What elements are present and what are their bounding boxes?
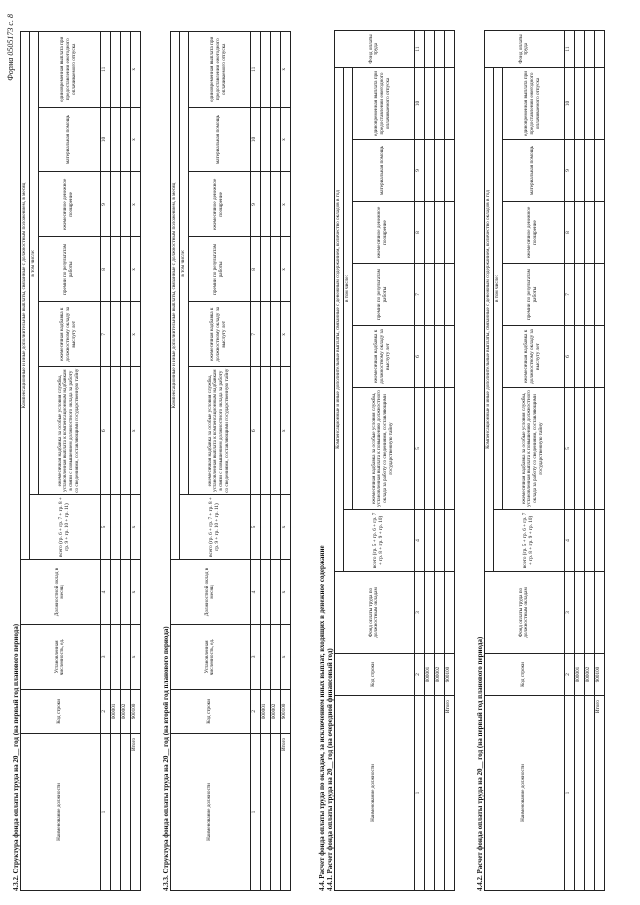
cell[interactable]	[434, 30, 444, 67]
cell[interactable]	[594, 326, 604, 388]
col-num: 6	[250, 367, 260, 495]
header-c6: ежемесячная надбавка за особые условия службы, установленная выплата к компенсационным надбавкам в связи с повышением должностного оклада за работу со сведениями, составляющими государственную тайну	[188, 367, 250, 495]
col-num: 9	[100, 172, 110, 237]
cell[interactable]	[120, 302, 130, 367]
col-num: 2	[414, 654, 424, 696]
header-incl: в том числе:	[343, 67, 352, 509]
cell[interactable]	[574, 30, 584, 67]
header-c10: единовременная выплата при предоставлении ежегодного оплачиваемого отпуска	[502, 67, 564, 139]
cell[interactable]	[424, 264, 434, 326]
x-cell: x	[130, 560, 140, 625]
name-cell[interactable]	[574, 696, 584, 891]
cell[interactable]	[584, 30, 594, 67]
header-c8: премии по результатам работы	[188, 237, 250, 302]
header-c8: ежемесячное денежное поощрение	[352, 202, 414, 264]
cell[interactable]	[434, 140, 444, 202]
cell[interactable]	[584, 326, 594, 388]
cell[interactable]	[120, 560, 130, 625]
header-total: всего (гр. 6 + гр. 7 + гр. 8 + гр. 9 + гр. 10 + гр. 11)	[29, 495, 100, 560]
col-num: 2	[564, 654, 574, 696]
x-cell: x	[280, 107, 290, 172]
cell[interactable]	[424, 510, 434, 572]
x-cell: x	[130, 107, 140, 172]
header-name: Наименование должности	[171, 733, 251, 890]
cell[interactable]	[270, 32, 280, 108]
header-fund: Фонд оплаты труда по должностным окладам	[335, 572, 415, 654]
table-row	[110, 32, 120, 891]
header-total: всего (гр. 5 + гр. 6 + гр. 7 + гр. 8 + гр. 9 + гр. 10)	[493, 510, 564, 572]
header-staff: Установленная численность, ед.	[171, 624, 251, 689]
table-row	[270, 32, 280, 891]
col-num: 5	[100, 495, 110, 560]
section-title: 4.3.2. Структура фонда оплаты труда на 20__ год (на первый год планового периода)	[12, 623, 20, 891]
cell[interactable]	[110, 367, 120, 495]
col-num: 7	[100, 302, 110, 367]
cell[interactable]	[434, 510, 444, 572]
col-num: 10	[414, 67, 424, 139]
code-cell: 000002	[120, 689, 130, 733]
header-c8: ежемесячное денежное поощрение	[502, 202, 564, 264]
x-cell: x	[280, 32, 290, 108]
cell[interactable]	[444, 264, 454, 326]
cell[interactable]	[444, 572, 454, 654]
total-label: Итого	[130, 733, 140, 890]
x-cell: x	[130, 32, 140, 108]
cell[interactable]	[260, 32, 270, 108]
name-cell[interactable]	[424, 696, 434, 891]
total-label: Итого	[280, 733, 290, 890]
section-title: 4.4.2. Расчет фонда оплаты труда на 20__ год (на первый год планового периода)	[476, 636, 484, 891]
structure-table-2	[170, 31, 291, 891]
x-cell: x	[280, 495, 290, 560]
header-incl: в том числе:	[29, 32, 38, 495]
cell[interactable]	[594, 140, 604, 202]
table-row	[120, 32, 130, 891]
header-c6: ежемесячная надбавка за особые условия службы, установленная выплата к компенсационным надбавкам в связи с повышением должностного оклада за работу со сведениями, составляющими государственную тайну	[38, 367, 100, 495]
cell[interactable]	[110, 107, 120, 172]
form-id: Форма 0505173 с. 8	[6, 14, 15, 81]
name-cell[interactable]	[584, 696, 594, 891]
header-code: Код строки	[485, 654, 565, 696]
cell[interactable]	[594, 264, 604, 326]
header-c5: ежемесячная надбавка за особые условия службы, установленная выплата к повышению должностного оклада за работу со сведениями, составляющими государственную тайну	[352, 388, 414, 510]
cell[interactable]	[120, 32, 130, 108]
cell[interactable]	[434, 67, 444, 139]
col-num: 9	[250, 172, 260, 237]
col-num: 3	[564, 572, 574, 654]
x-cell: x	[130, 367, 140, 495]
col-num: 11	[414, 30, 424, 67]
cell[interactable]	[584, 264, 594, 326]
cell[interactable]	[444, 388, 454, 510]
col-num: 1	[100, 733, 110, 890]
col-num: 11	[100, 32, 110, 108]
cell[interactable]	[444, 202, 454, 264]
cell[interactable]	[120, 367, 130, 495]
x-cell: x	[280, 302, 290, 367]
cell[interactable]	[110, 624, 120, 689]
col-num: 7	[414, 264, 424, 326]
header-total: всего (гр. 6 + гр. 7 + гр. 8 + гр. 9 + гр. 10 + гр. 11)	[179, 495, 250, 560]
col-num: 6	[100, 367, 110, 495]
cell[interactable]	[574, 388, 584, 510]
name-cell[interactable]	[120, 733, 130, 890]
cell[interactable]	[270, 367, 280, 495]
cell[interactable]	[594, 510, 604, 572]
cell[interactable]	[120, 237, 130, 302]
cell[interactable]	[574, 264, 584, 326]
x-cell: x	[280, 560, 290, 625]
cell[interactable]	[594, 30, 604, 67]
code-cell: 000001	[260, 689, 270, 733]
code-cell: 000002	[584, 654, 594, 696]
cell[interactable]	[584, 67, 594, 139]
col-num: 6	[414, 326, 424, 388]
cell[interactable]	[574, 140, 584, 202]
cell[interactable]	[424, 388, 434, 510]
header-group: Компенсационные и иные дополнительные выплаты, связанные с денежным содержанием, количество окладов в год	[485, 67, 494, 571]
x-cell: x	[280, 367, 290, 495]
cell[interactable]	[444, 140, 454, 202]
cell[interactable]	[424, 202, 434, 264]
header-fund: Фонд оплаты труда по должностным окладам	[485, 572, 565, 654]
section-title: 4.3.3. Структура фонда оплаты труда на 20__ год (на второй год планового периода)	[162, 626, 170, 891]
cell[interactable]	[584, 140, 594, 202]
header-c9: ежемесячное денежное поощрение	[38, 172, 100, 237]
cell[interactable]	[444, 326, 454, 388]
col-num: 5	[250, 495, 260, 560]
cell[interactable]	[434, 264, 444, 326]
total-row	[280, 32, 290, 891]
cell[interactable]	[270, 172, 280, 237]
header-c7: премии по результатам работы	[502, 264, 564, 326]
x-cell: x	[130, 172, 140, 237]
header-salary: Должностной оклад в месяц	[21, 560, 101, 625]
cell[interactable]	[260, 107, 270, 172]
cell[interactable]	[110, 237, 120, 302]
cell[interactable]	[270, 302, 280, 367]
cell[interactable]	[260, 237, 270, 302]
header-code: Код строки	[21, 689, 101, 733]
header-c9: материальная помощь	[352, 140, 414, 202]
cell[interactable]	[444, 510, 454, 572]
calc-table-1	[334, 30, 455, 891]
col-num: 3	[100, 624, 110, 689]
name-cell[interactable]	[110, 733, 120, 890]
cell[interactable]	[260, 495, 270, 560]
section-title: 4.4. Расчет фонда оплаты труда по окладам, за исключением иных выплат, входящих в денежное содержание	[318, 545, 326, 891]
col-num: 9	[414, 140, 424, 202]
structure-table-1	[20, 31, 141, 891]
table-row	[424, 30, 434, 890]
table-row	[434, 30, 444, 890]
x-cell: x	[280, 172, 290, 237]
table-row	[584, 30, 594, 890]
header-incl: в том числе:	[493, 67, 502, 509]
cell[interactable]	[120, 107, 130, 172]
header-group: Компенсационные и иные дополнительные выплаты, связанные с должностным положением, в месяц	[171, 32, 180, 560]
cell[interactable]	[584, 572, 594, 654]
cell[interactable]	[260, 172, 270, 237]
cell[interactable]	[110, 560, 120, 625]
col-num: 1	[250, 733, 260, 890]
code-cell: 900100	[444, 654, 454, 696]
cell[interactable]	[584, 202, 594, 264]
cell[interactable]	[574, 572, 584, 654]
cell[interactable]	[434, 388, 444, 510]
cell[interactable]	[110, 32, 120, 108]
x-cell: x	[280, 624, 290, 689]
cell[interactable]	[444, 67, 454, 139]
total-row	[130, 32, 140, 891]
code-cell: 900100	[130, 689, 140, 733]
col-num: 5	[564, 388, 574, 510]
cell[interactable]	[120, 172, 130, 237]
code-cell: 000001	[110, 689, 120, 733]
code-cell: 900100	[280, 689, 290, 733]
header-code: Код строки	[335, 654, 415, 696]
col-num: 4	[250, 560, 260, 625]
col-num: 3	[414, 572, 424, 654]
x-cell: x	[280, 237, 290, 302]
table-row	[574, 30, 584, 890]
header-total: всего (гр. 5 + гр. 6 + гр. 7 + гр. 8 + гр. 9 + гр. 10)	[343, 510, 414, 572]
header-c9: материальная помощь	[502, 140, 564, 202]
header-c11: Фонд оплаты труда	[485, 30, 565, 67]
cell[interactable]	[110, 302, 120, 367]
cell[interactable]	[584, 510, 594, 572]
cell[interactable]	[260, 560, 270, 625]
cell[interactable]	[110, 495, 120, 560]
header-c11: единовременная выплата при предоставлении ежегодного оплачиваемого отпуска	[38, 32, 100, 108]
col-num: 2	[100, 689, 110, 733]
cell[interactable]	[574, 202, 584, 264]
col-num: 11	[564, 30, 574, 67]
col-num: 1	[414, 696, 424, 891]
cell[interactable]	[574, 326, 584, 388]
cell[interactable]	[270, 624, 280, 689]
x-cell: x	[130, 624, 140, 689]
total-row	[594, 30, 604, 890]
x-cell: x	[130, 495, 140, 560]
cell[interactable]	[270, 495, 280, 560]
table-row	[260, 32, 270, 891]
header-c10: материальная помощь	[38, 107, 100, 172]
header-c7: премии по результатам работы	[352, 264, 414, 326]
cell[interactable]	[424, 572, 434, 654]
cell[interactable]	[270, 560, 280, 625]
col-num: 11	[250, 32, 260, 108]
cell[interactable]	[424, 326, 434, 388]
header-incl: в том числе:	[179, 32, 188, 495]
section-4-3-3	[162, 31, 291, 891]
cell[interactable]	[444, 30, 454, 67]
cell[interactable]	[424, 67, 434, 139]
cell[interactable]	[270, 107, 280, 172]
header-name: Наименование должности	[21, 733, 101, 890]
header-name: Наименование должности	[335, 696, 415, 891]
col-num: 10	[250, 107, 260, 172]
header-c10: материальная помощь	[188, 107, 250, 172]
col-num: 5	[414, 388, 424, 510]
col-num: 10	[100, 107, 110, 172]
header-c11: Фонд оплаты труда	[335, 30, 415, 67]
col-num: 6	[564, 326, 574, 388]
cell[interactable]	[594, 572, 604, 654]
col-num: 4	[414, 510, 424, 572]
name-cell[interactable]	[260, 733, 270, 890]
code-cell: 000002	[434, 654, 444, 696]
col-num: 7	[564, 264, 574, 326]
header-c10: единовременная выплата при предоставлении ежегодного оплачиваемого отпуска	[352, 67, 414, 139]
col-num: 8	[414, 202, 424, 264]
name-cell[interactable]	[270, 733, 280, 890]
section-4-4-1	[318, 31, 455, 891]
col-num: 1	[564, 696, 574, 891]
cell[interactable]	[424, 140, 434, 202]
header-staff: Установленная численность, ед.	[21, 624, 101, 689]
cell[interactable]	[594, 67, 604, 139]
col-num: 10	[564, 67, 574, 139]
cell[interactable]	[594, 388, 604, 510]
col-num: 8	[100, 237, 110, 302]
total-label: Итого	[444, 696, 454, 891]
cell[interactable]	[120, 495, 130, 560]
code-cell: 000001	[424, 654, 434, 696]
col-num: 8	[564, 202, 574, 264]
header-c7: ежемесячная надбавка к должностному окладу за выслугу лет	[38, 302, 100, 367]
calc-table-2	[484, 30, 605, 891]
x-cell: x	[130, 302, 140, 367]
cell[interactable]	[574, 510, 584, 572]
code-cell: 000001	[574, 654, 584, 696]
total-label: Итого	[594, 696, 604, 891]
header-c11: единовременная выплата при предоставлении ежегодного оплачиваемого отпуска	[188, 32, 250, 108]
cell[interactable]	[574, 67, 584, 139]
header-group: Компенсационные и иные дополнительные выплаты, связанные с должностным положением, в месяц	[21, 32, 30, 560]
col-num: 8	[250, 237, 260, 302]
cell[interactable]	[270, 237, 280, 302]
name-cell[interactable]	[434, 696, 444, 891]
cell[interactable]	[594, 202, 604, 264]
header-c6: ежемесячная надбавка к должностному окладу за выслугу лет	[502, 326, 564, 388]
col-num: 2	[250, 689, 260, 733]
header-c8: премии по результатам работы	[38, 237, 100, 302]
total-row	[444, 30, 454, 890]
col-num: 7	[250, 302, 260, 367]
cell[interactable]	[434, 572, 444, 654]
header-name: Наименование должности	[485, 696, 565, 891]
cell[interactable]	[584, 388, 594, 510]
cell[interactable]	[260, 624, 270, 689]
header-code: Код строки	[171, 689, 251, 733]
x-cell: x	[130, 237, 140, 302]
col-num: 4	[564, 510, 574, 572]
code-cell: 000002	[270, 689, 280, 733]
cell[interactable]	[424, 30, 434, 67]
section-4-4-2	[476, 31, 605, 891]
code-cell: 900100	[594, 654, 604, 696]
cell[interactable]	[260, 302, 270, 367]
col-num: 4	[100, 560, 110, 625]
header-c7: ежемесячная надбавка к должностному окладу за выслугу лет	[188, 302, 250, 367]
section-subtitle: 4.4.1. Расчет фонда оплаты труда на 20__ год (на очередной финансовый год)	[326, 648, 334, 891]
header-c5: ежемесячная надбавка за особые условия службы, установленная выплата к повышению должностного оклада за работу со сведениями, составляющими государственную тайну	[502, 388, 564, 510]
header-salary: Должностной оклад в месяц	[171, 560, 251, 625]
col-num: 9	[564, 140, 574, 202]
header-group: Компенсационные и иные дополнительные выплаты, связанные с денежным содержанием, количество окладов в год	[335, 67, 344, 571]
cell[interactable]	[120, 624, 130, 689]
cell[interactable]	[110, 172, 120, 237]
header-c9: ежемесячное денежное поощрение	[188, 172, 250, 237]
cell[interactable]	[434, 202, 444, 264]
col-num: 3	[250, 624, 260, 689]
header-c6: ежемесячная надбавка к должностному окладу за выслугу лет	[352, 326, 414, 388]
cell[interactable]	[260, 367, 270, 495]
section-4-3-2	[12, 31, 141, 891]
cell[interactable]	[434, 326, 444, 388]
